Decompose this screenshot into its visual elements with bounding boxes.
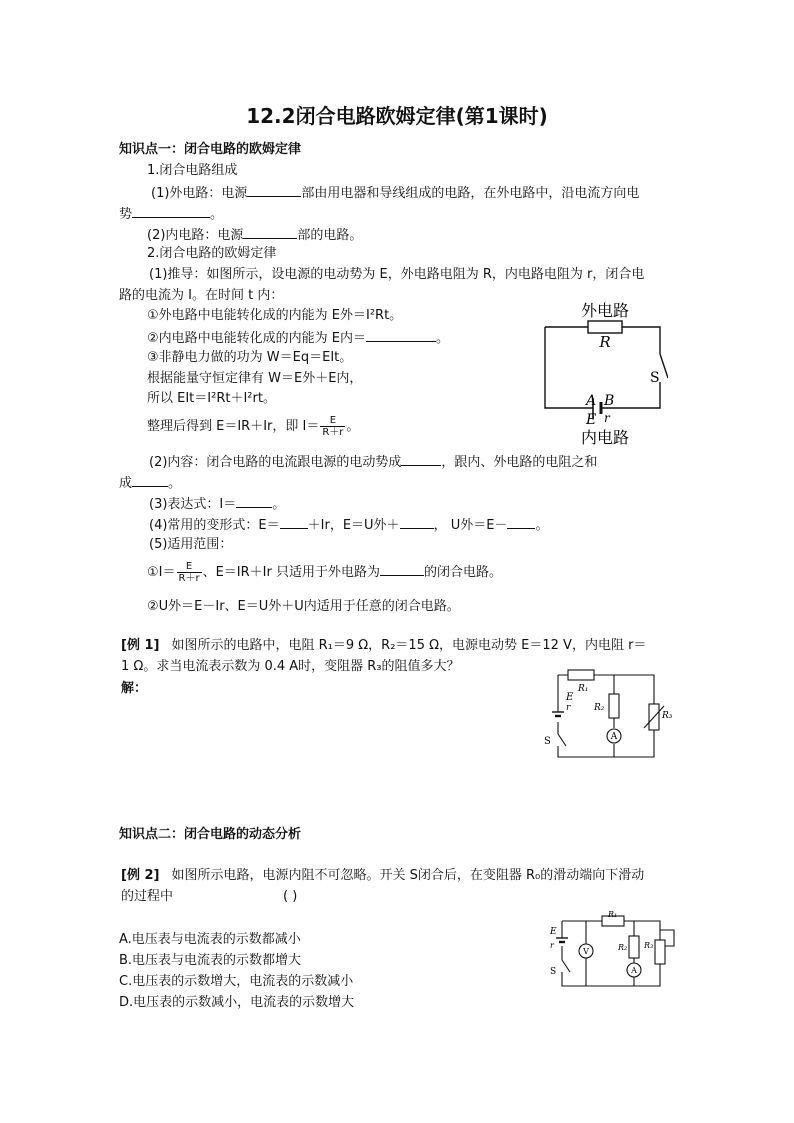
S-label: S: [550, 967, 557, 977]
fill-blank[interactable]: [247, 183, 301, 197]
line-internal-circuit: [147, 225, 362, 245]
switch-S: [558, 734, 566, 746]
example-2-line-1: [121, 867, 644, 885]
expression-line: [149, 494, 285, 514]
R3-label: R₃: [662, 711, 673, 721]
derivation-step-6: [147, 414, 359, 440]
R1-label: R₁: [608, 910, 618, 919]
R2-label: R₂: [618, 943, 628, 952]
text: 。: [535, 518, 549, 533]
inner-circuit-label: 内电路: [580, 428, 630, 447]
text: 。: [436, 331, 450, 346]
S-label: S: [650, 370, 660, 386]
option-d[interactable]: D.电压表的示数减小，电流表的示数增大: [119, 995, 355, 1010]
line-external-circuit-cont: [119, 204, 223, 224]
text: 。: [272, 497, 286, 512]
variant-forms-line: [149, 515, 548, 535]
page-title: 12.2闭合电路欧姆定律(第1课时): [246, 104, 548, 128]
example-2-line-2: [121, 888, 297, 906]
text: (2)内容：闭合电路的电流跟电源的电动势成: [149, 455, 402, 470]
resistor-R1: [568, 670, 594, 680]
fill-blank[interactable]: [243, 225, 297, 239]
derivation-step-1: ①外电路中电能转化成的内能为 E外＝I²Rt。: [147, 308, 403, 323]
option-c[interactable]: C.电压表的示数增大，电流表的示数减小: [119, 974, 354, 989]
example-2-label: [例 2]: [121, 868, 160, 883]
text: 、E＝IR＋Ir 只适用于外电路为: [202, 565, 380, 580]
content-line-2: [119, 473, 181, 493]
subheading-ohm-law: 2.闭合电路的欧姆定律: [147, 246, 277, 261]
scope-line-2: ②U外＝E－Ir、E＝U外＋U内适用于任意的闭合电路。: [147, 599, 460, 614]
text: ①I＝: [147, 565, 176, 580]
E-label: E: [550, 927, 557, 937]
text: 。: [210, 207, 224, 222]
content-line-1: [149, 452, 597, 472]
R2-label: R₂: [594, 703, 605, 713]
text: 部的电路。: [297, 228, 363, 243]
voltmeter-label: V: [583, 947, 589, 956]
wire-loop: [562, 921, 660, 986]
text: ， U外＝E－: [433, 518, 508, 533]
resistor-R2: [629, 936, 639, 958]
text: 的闭合电路。: [423, 565, 502, 580]
R-label: R: [599, 333, 611, 351]
text: 。: [168, 476, 182, 491]
example-1-line-2: 1 Ω。求当电流表示数为 0.4 A时，变阻器 R₃的阻值多大？: [121, 659, 460, 674]
example-1-label: [例 1]: [121, 638, 160, 653]
text: 如图所示的电路中，电阻 R₁＝9 Ω，R₂＝15 Ω，电源电动势 E＝12 V，内电阻 r＝: [171, 638, 647, 653]
solution-label: 解：: [121, 681, 148, 696]
fraction-numerator: E: [320, 415, 345, 427]
subheading-circuit-composition: 1.闭合电路组成: [147, 163, 238, 178]
text: (1)外电路：电源: [151, 186, 248, 201]
fill-blank[interactable]: [401, 452, 441, 466]
switch-S: [660, 354, 668, 378]
fill-blank[interactable]: [132, 473, 168, 487]
text: (3)表达式：I＝: [149, 497, 237, 512]
R3-label: R₃: [644, 941, 654, 950]
fill-blank[interactable]: [132, 204, 210, 218]
derivation-step-5: 所以 EIt＝I²Rt＋I²rt。: [147, 391, 276, 406]
fraction-denominator: R＋r: [322, 427, 344, 438]
rheostat-R3: [655, 940, 665, 964]
derivation-line-1: (1)推导：如图所示，设电源的电动势为 E，外电路电阻为 R，内电路电阻为 r，闭合电: [149, 267, 645, 282]
fill-blank[interactable]: [280, 515, 308, 529]
r-label: r: [550, 941, 554, 950]
fill-blank[interactable]: [366, 328, 436, 342]
circuit-figure-3: [548, 908, 684, 992]
section-heading-1: 知识点一：闭合电路的欧姆定律: [119, 142, 302, 157]
text: 势: [119, 207, 133, 222]
E-label: E: [566, 692, 574, 703]
B-label: B: [604, 393, 615, 409]
line-external-circuit: [151, 183, 639, 203]
text: ＋Ir，E＝U外＋: [307, 518, 400, 533]
derivation-step-4: 根据能量守恒定律有 W＝E外＋E内，: [147, 371, 363, 386]
E-label: E: [586, 412, 597, 428]
text: 。: [346, 419, 360, 434]
fill-blank[interactable]: [380, 562, 424, 576]
ammeter-label: A: [610, 732, 618, 742]
text: (4)常用的变形式：E＝: [149, 518, 280, 533]
r-label: r: [566, 703, 571, 713]
derivation-step-3: ③非静电力做的功为 W＝Eq＝EIt。: [147, 350, 353, 365]
resistor-R: [588, 321, 622, 333]
resistor-R2: [609, 694, 619, 718]
text: ②内电路中电能转化成的内能为 E内＝: [147, 331, 367, 346]
fraction-denominator: R＋r: [178, 573, 200, 584]
outer-circuit-label: 外电路: [580, 302, 630, 320]
scope-heading: (5)适用范围：: [149, 537, 233, 552]
switch-S: [562, 960, 570, 972]
text: 成: [119, 476, 133, 491]
fill-blank[interactable]: [507, 515, 535, 529]
example-1-line-1: [121, 637, 646, 655]
circuit-figure-2: [538, 664, 678, 764]
circuit-figure-1: [538, 302, 668, 448]
R1-label: R₁: [578, 684, 589, 694]
text: 部由用电器和导线组成的电路，在外电路中，沿电流方向电: [301, 186, 640, 201]
fill-blank[interactable]: [400, 515, 434, 529]
derivation-step-2: [147, 328, 449, 348]
wire-loop: [558, 675, 654, 757]
r-label: r: [604, 411, 610, 425]
text: 的过程中: [121, 889, 174, 904]
ammeter-label: A: [631, 966, 637, 975]
section-heading-2: 知识点二：闭合电路的动态分析: [119, 827, 302, 842]
fraction: [177, 561, 202, 584]
scope-line-1: [147, 560, 502, 586]
S-label: S: [544, 736, 551, 747]
fraction-numerator: E: [177, 561, 202, 573]
answer-parentheses: ( ): [283, 889, 298, 904]
fill-blank[interactable]: [236, 494, 272, 508]
A-label: A: [586, 393, 597, 409]
derivation-line-2: 路的电流为 I。在时间 t 内：: [119, 288, 284, 303]
text: ，跟内、外电路的电阻之和: [441, 455, 598, 470]
text: 整理后得到 E＝IR＋Ir，即 I＝: [147, 419, 320, 434]
text: (2)内电路：电源: [147, 228, 244, 243]
text: 如图所示电路，电源内阻不可忽略。开关 S闭合后，在变阻器 R₀的滑动端向下滑动: [171, 868, 645, 883]
option-b[interactable]: B.电压表与电流表的示数都增大: [119, 953, 302, 968]
option-a[interactable]: A.电压表与电流表的示数都减小: [119, 932, 301, 947]
fraction: [320, 415, 345, 438]
